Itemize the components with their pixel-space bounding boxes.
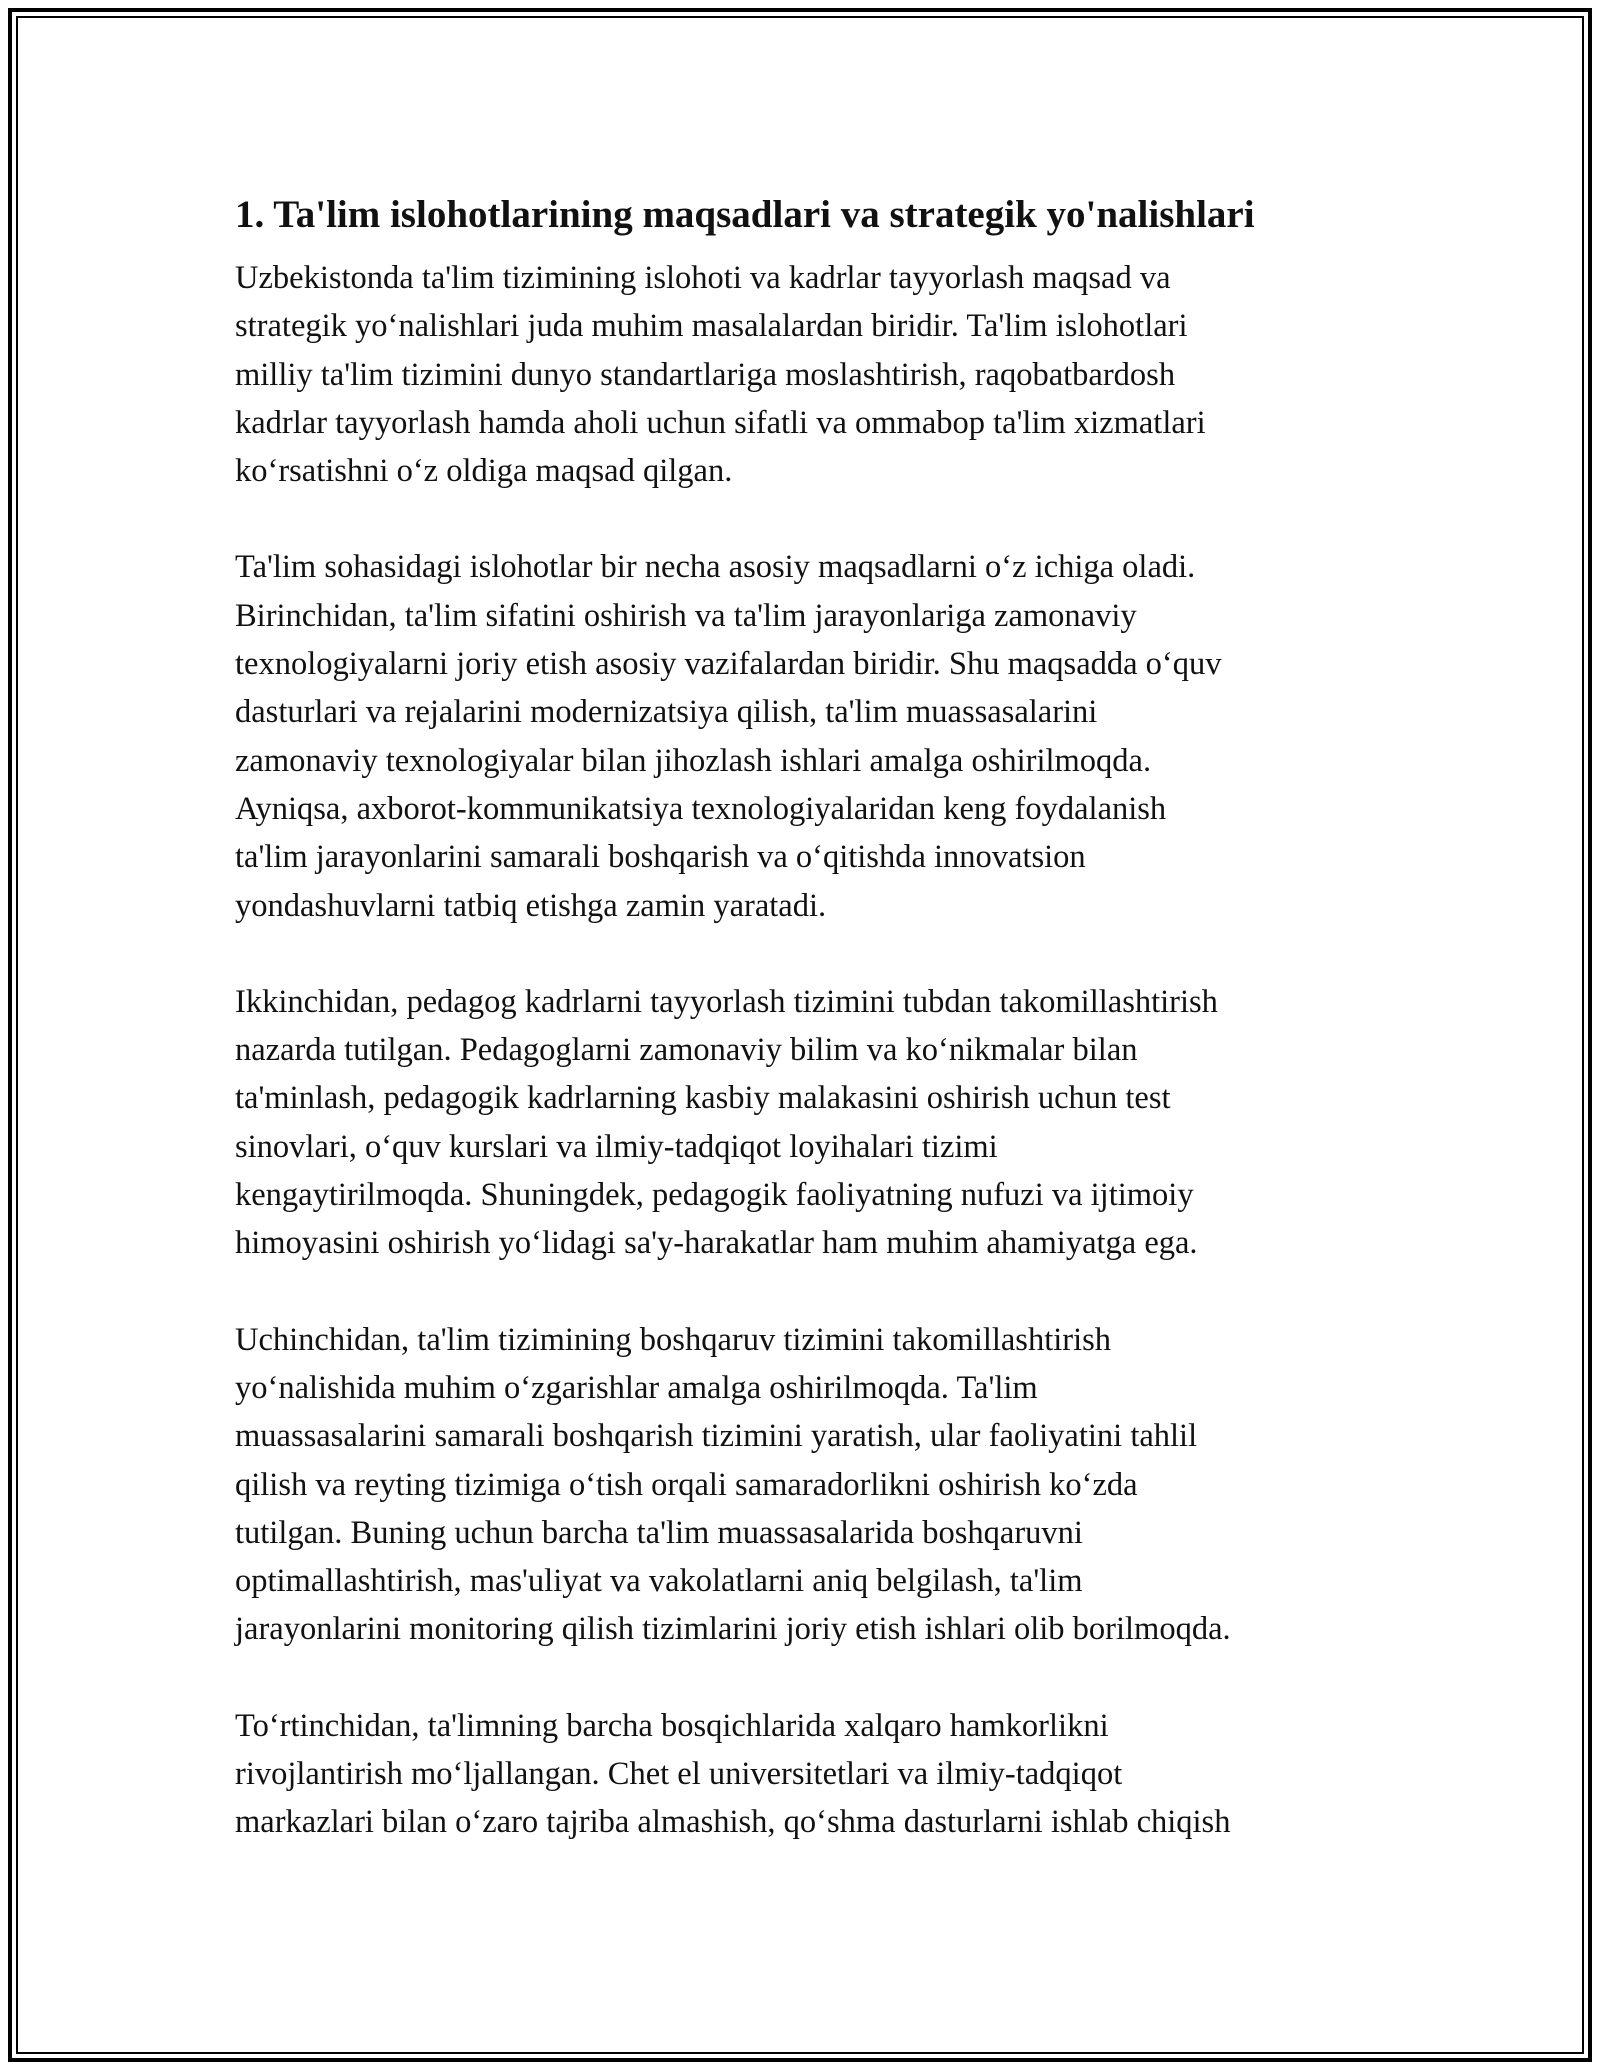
paragraph-line: yondashuvlarni tatbiq etishga zamin yaratadi. (235, 887, 827, 924)
paragraph-line: Uchinchidan, ta'lim tizimining boshqaruv tizimini takomillashtirish (235, 1321, 1112, 1358)
paragraph-line: To‘rtinchidan, ta'limning barcha bosqichlarida xalqaro hamkorlikni (235, 1707, 1109, 1744)
paragraph-line: milliy ta'lim tizimini dunyo standartlariga moslashtirish, raqobatbardosh (235, 356, 1176, 393)
paragraph-line: ko‘rsatishni o‘z oldiga maqsad qilgan. (235, 453, 733, 490)
paragraph-third (235, 1316, 1375, 1654)
paragraph-line: dasturlari va rejalarini modernizatsiya qilish, ta'lim muassasalarini (235, 694, 1098, 731)
paragraph-line: markazlari bilan o‘zaro tajriba almashish, qo‘shma dasturlarni ishlab chiqish (235, 1804, 1231, 1841)
paragraph-line: ta'minlash, pedagogik kadrlarning kasbiy malakasini oshirish uchun test (235, 1080, 1171, 1117)
paragraph-line: zamonaviy texnologiyalar bilan jihozlash ishlari amalga oshirilmoqda. (235, 742, 1152, 779)
paragraph-line: tutilgan. Buning uchun barcha ta'lim muassasalarida boshqaruvni (235, 1514, 1083, 1551)
paragraph-line: nazarda tutilgan. Pedagoglarni zamonaviy bilim va ko‘nikmalar bilan (235, 1032, 1138, 1069)
paragraph-line: qilish va reyting tizimiga o‘tish orqali samaradorlikni oshirish ko‘zda (235, 1466, 1138, 1503)
paragraph-line: jarayonlarini monitoring qilish tizimlarini joriy etish ishlari olib borilmoqda. (235, 1611, 1231, 1648)
paragraph-line: rivojlantirish mo‘ljallangan. Chet el universitetlari va ilmiy-tadqiqot (235, 1756, 1123, 1793)
paragraph-line: muassasalarini samarali boshqarish tizimini yaratish, ular faoliyatini tahlil (235, 1418, 1198, 1455)
paragraph-line: himoyasini oshirish yo‘lidagi sa'y-harakatlar ham muhim ahamiyatga ega. (235, 1225, 1198, 1262)
paragraph-second (235, 978, 1375, 1268)
paragraph-line: Uzbekistonda ta'lim tizimining islohoti va kadrlar tayyorlash maqsad va (235, 260, 1171, 296)
paragraph-line: optimallashtirish, mas'uliyat va vakolatlarni aniq belgilash, ta'lim (235, 1563, 1083, 1600)
section-heading: 1. Ta'lim islohotlarining maqsadlari va strategik yo'nalishlari (235, 193, 1255, 236)
document-body (235, 190, 1375, 1895)
paragraph-line: sinovlari, o‘quv kurslari va ilmiy-tadqiqot loyihalari tizimi (235, 1128, 998, 1165)
paragraph-line: Ta'lim sohasidagi islohotlar bir necha asosiy maqsadlarni o‘z ichiga oladi. (235, 549, 1196, 586)
paragraph-line: kadrlar tayyorlash hamda aholi uchun sifatli va ommabop ta'lim xizmatlari (235, 404, 1206, 441)
paragraph-fourth (235, 1702, 1375, 1847)
paragraph-line: kengaytirilmoqda. Shuningdek, pedagogik faoliyatning nufuzi va ijtimoiy (235, 1177, 1194, 1214)
paragraph-line: strategik yo‘nalishlari juda muhim masalalardan biridir. Ta'lim islohotlari (235, 308, 1188, 345)
paragraph-intro (235, 254, 1375, 495)
paragraph-line: Ikkinchidan, pedagog kadrlarni tayyorlash tizimini tubdan takomillashtirish (235, 983, 1218, 1020)
paragraph-line: yo‘nalishida muhim o‘zgarishlar amalga oshirilmoqda. Ta'lim (235, 1369, 1038, 1406)
paragraph-line: Ayniqsa, axborot-kommunikatsiya texnologiyalaridan keng foydalanish (235, 790, 1167, 827)
paragraph-goals (235, 543, 1375, 929)
paragraph-line: texnologiyalarni joriy etish asosiy vazifalardan biridir. Shu maqsadda o‘quv (235, 646, 1222, 683)
paragraph-line: ta'lim jarayonlarini samarali boshqarish va o‘qitishda innovatsion (235, 839, 1086, 876)
paragraph-line: Birinchidan, ta'lim sifatini oshirish va ta'lim jarayonlariga zamonaviy (235, 597, 1137, 634)
